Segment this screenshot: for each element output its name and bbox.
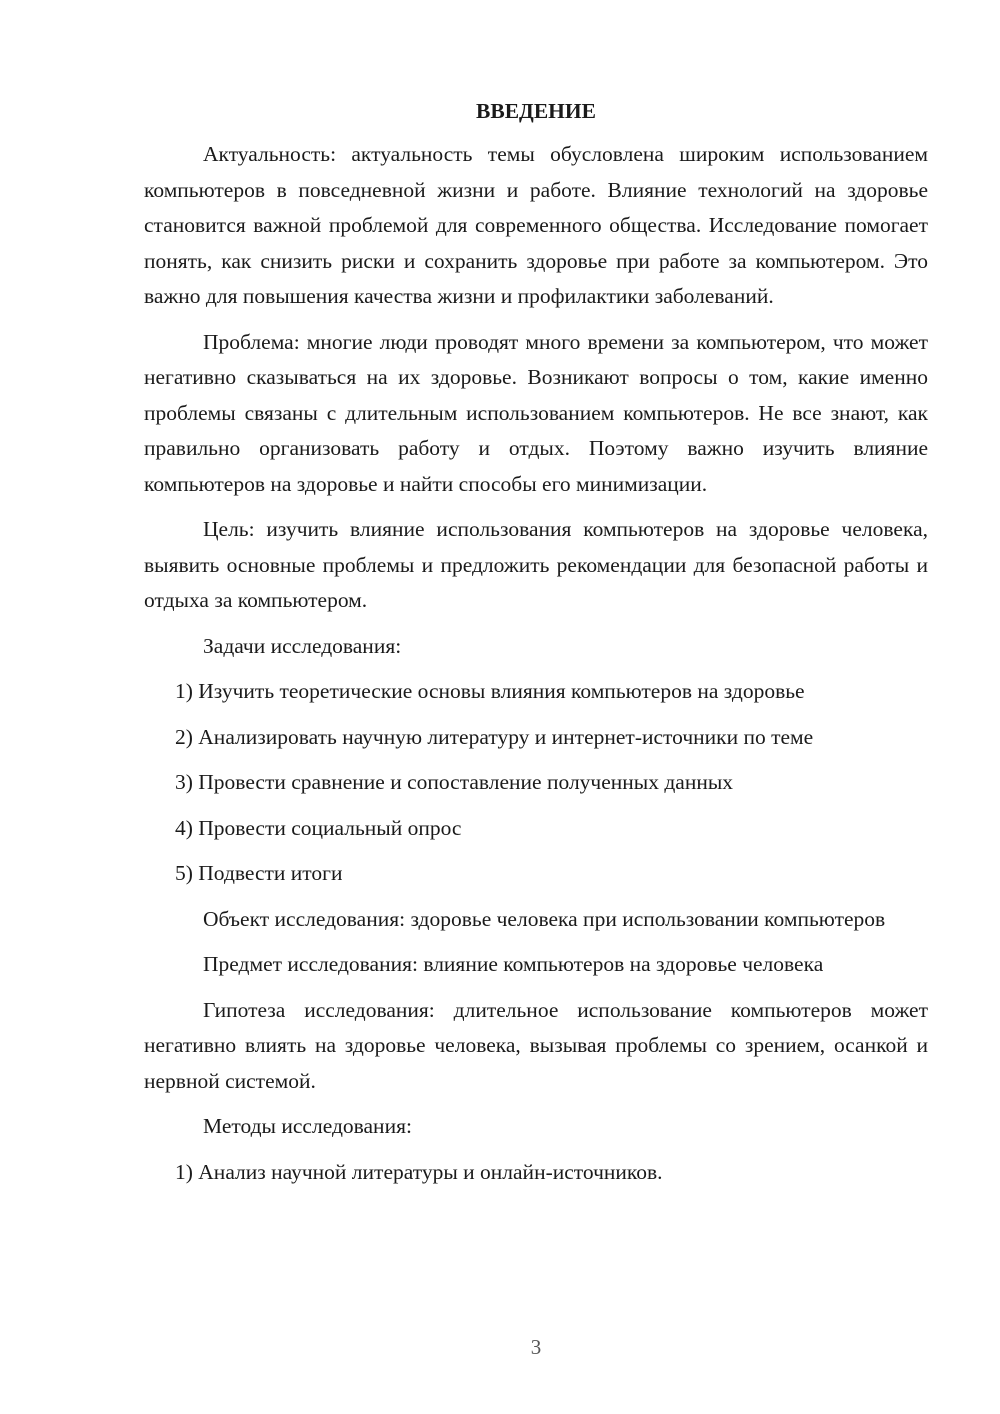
goal-paragraph: Цель: изучить влияние использования компьютеров на здоровье человека, выявить основные проблемы и предложить рекомендации для безопасной работы и отдыха за компьютером.: [144, 517, 928, 612]
list-item: 3) Провести сравнение и сопоставление полученных данных: [175, 770, 734, 794]
problem-paragraph: Проблема: многие люди проводят много времени за компьютером, что может негативно сказываться на их здоровье. Возникают вопросы о том, какие именно проблемы связаны с длительным использованием компьютеров. Не все знают, как правильно организовать работу и отдых. Поэтому важно изучить влияние компьютеров на здоровье и найти способы его минимизации.: [144, 329, 928, 496]
list-item: 4) Провести социальный опрос: [175, 815, 462, 840]
relevance-paragraph: Актуальность: актуальность темы обусловлена широким использованием компьютеров в повседневной жизни и работе. Влияние технологий на здоровье становится важной проблемой для современного общества. Исследование помогает понять, как снизить риски и сохранить здоровье при работе за компьютером. Это важно для повышения качества жизни и профилактики заболеваний.: [144, 142, 928, 308]
methods-heading: Методы исследования:: [203, 1114, 412, 1138]
tasks-list: [144, 674, 928, 892]
page-title: ВВЕДЕНИЕ: [476, 99, 596, 123]
tasks-heading: Задачи исследования:: [203, 633, 402, 658]
object-paragraph: Объект исследования: здоровье человека при использовании компьютеров: [203, 906, 886, 931]
list-item: 1) Изучить теоретические основы влияния компьютеров на здоровье: [175, 679, 805, 703]
list-item: 5) Подвести итоги: [175, 861, 343, 885]
hypothesis-paragraph: Гипотеза исследования: длительное использование компьютеров может негативно влиять на здоровье человека, вызывая проблемы со зрением, осанкой и нервной системой.: [144, 997, 928, 1093]
page-number: 3: [530, 1335, 542, 1359]
document-page: [144, 96, 928, 1200]
methods-list: [144, 1155, 928, 1191]
list-item: 2) Анализировать научную литературу и интернет-источники по теме: [175, 724, 814, 749]
list-item: 1) Анализ научной литературы и онлайн-источников.: [175, 1159, 663, 1184]
subject-paragraph: Предмет исследования: влияние компьютеров на здоровье человека: [203, 952, 824, 976]
